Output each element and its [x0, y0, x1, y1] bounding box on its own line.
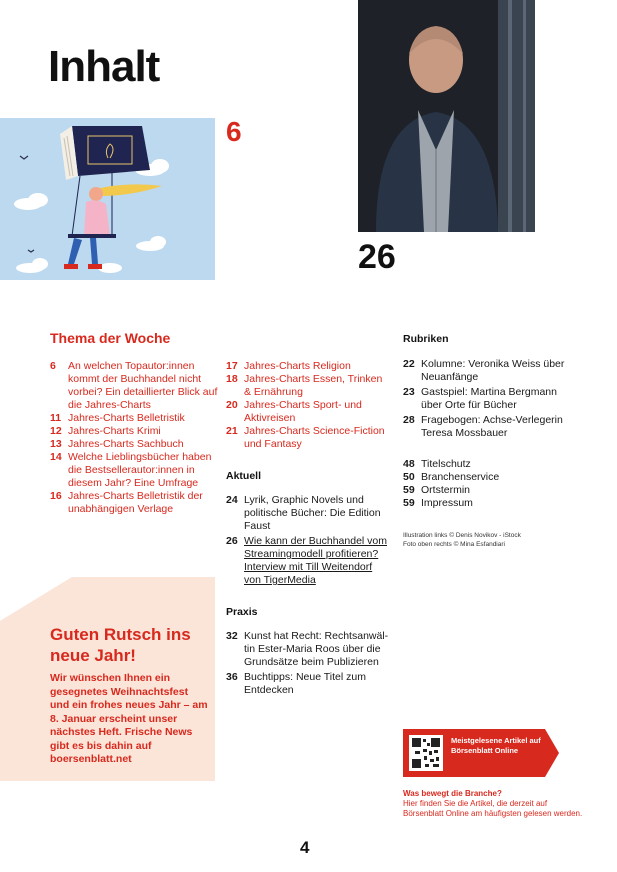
list-item[interactable]: 6 An welchen Topautor:innen kommt der Buchhandel nicht vorbei? Ein detaillierter Blick auf die Jahres-Charts [50, 360, 218, 411]
list-item[interactable]: 17 Jahres-Charts Religion [226, 360, 351, 372]
section-heading-aktuell: Aktuell [226, 470, 262, 482]
list-item[interactable]: 22 Kolumne: Veronika Weiss über Neuanfänge [403, 358, 565, 383]
list-item[interactable]: 23 Gastspiel: Martina Bergmann über Orte für Bücher [403, 386, 557, 411]
promo-body: Wir wünschen Ihnen ein gesegnetes Weihnachtsfest und ein frohes neues Jahr – am 8. Januar erscheint unser nächstes Heft. Frische News gibt es bis dahin auf boersenblatt.net [50, 672, 208, 765]
section-heading-thema: Thema der Woche [50, 330, 171, 346]
list-item[interactable]: 50 Branchenservice [403, 471, 500, 483]
credit-photo: Foto oben rechts © Mina Esfandiari [403, 541, 505, 548]
list-item[interactable]: 36 Buchtipps: Neue Titel zum Entdecken [226, 671, 366, 696]
feature-illustration[interactable] [0, 118, 215, 280]
page-title: Inhalt [48, 42, 160, 91]
illustration-page-number[interactable]: 6 [226, 116, 242, 147]
list-item[interactable]: 21 Jahres-Charts Science-Fiction und Fantasy [226, 425, 385, 450]
list-item[interactable]: 48 Titelschutz [403, 458, 471, 470]
online-description [403, 789, 583, 819]
list-item[interactable]: 24 Lyrik, Graphic Novels und politische Bücher: Die Edition Faust [226, 494, 381, 532]
aktuell-list [226, 494, 391, 587]
thema-list-left [50, 360, 220, 516]
page-number: 4 [300, 838, 310, 857]
list-item[interactable]: 18 Jahres-Charts Essen, Trinken & Ernährung [226, 373, 383, 398]
list-item[interactable]: 16 Jahres-Charts Belletristik der unabhängigen Verlage [50, 490, 203, 515]
list-item[interactable]: 59 Impressum [403, 497, 473, 509]
list-item[interactable]: 59 Ortstermin [403, 484, 471, 496]
banner-text[interactable]: Meistgelesene Artikel auf Börsenblatt Online [451, 736, 541, 755]
portrait-image [358, 0, 535, 232]
online-text: Hier finden Sie die Artikel, die derzeit auf Börsenblatt Online am häufigsten gelesen werden. [403, 799, 583, 818]
list-item[interactable]: 32 Kunst hat Recht: Rechtsanwäl-tin Ester-Maria Roos über die Grundsätze beim Publizieren [226, 630, 389, 668]
book-swing-illustration [0, 118, 215, 280]
section-heading-rubriken: Rubriken [403, 333, 449, 345]
list-item[interactable]: 12 Jahres-Charts Krimi [50, 425, 161, 437]
rubriken-list [403, 358, 573, 440]
list-item[interactable]: 14 Welche Lieblingsbücher haben die Bestsellerautor:innen in diesem Jahr? Eine Umfrage [50, 451, 212, 489]
praxis-list [226, 630, 391, 697]
promo-headline: Guten Rutsch ins neue Jahr! [50, 625, 191, 665]
rubriken-list-2 [403, 458, 573, 510]
list-item[interactable]: 26 Wie kann der Buchhandel vom Streamingmodell profitieren? Interview mit Till Weitendorf von TigerMedia [226, 535, 387, 586]
credit-illustration: Illustration links © Denis Novikov - iStock [403, 532, 521, 539]
online-question: Was bewegt die Branche? [403, 789, 502, 798]
list-item[interactable]: 13 Jahres-Charts Sachbuch [50, 438, 184, 450]
list-item[interactable]: 20 Jahres-Charts Sport- und Aktivreisen [226, 399, 362, 424]
list-item[interactable]: 11 Jahres-Charts Belletristik [50, 412, 185, 424]
photo-page-number[interactable]: 26 [358, 238, 396, 276]
list-item[interactable]: 28 Fragebogen: Achse-Verlegerin Teresa Mossbauer [403, 414, 563, 439]
thema-list-right [226, 360, 391, 451]
section-heading-praxis: Praxis [226, 606, 258, 618]
portrait-photo[interactable] [358, 0, 535, 232]
